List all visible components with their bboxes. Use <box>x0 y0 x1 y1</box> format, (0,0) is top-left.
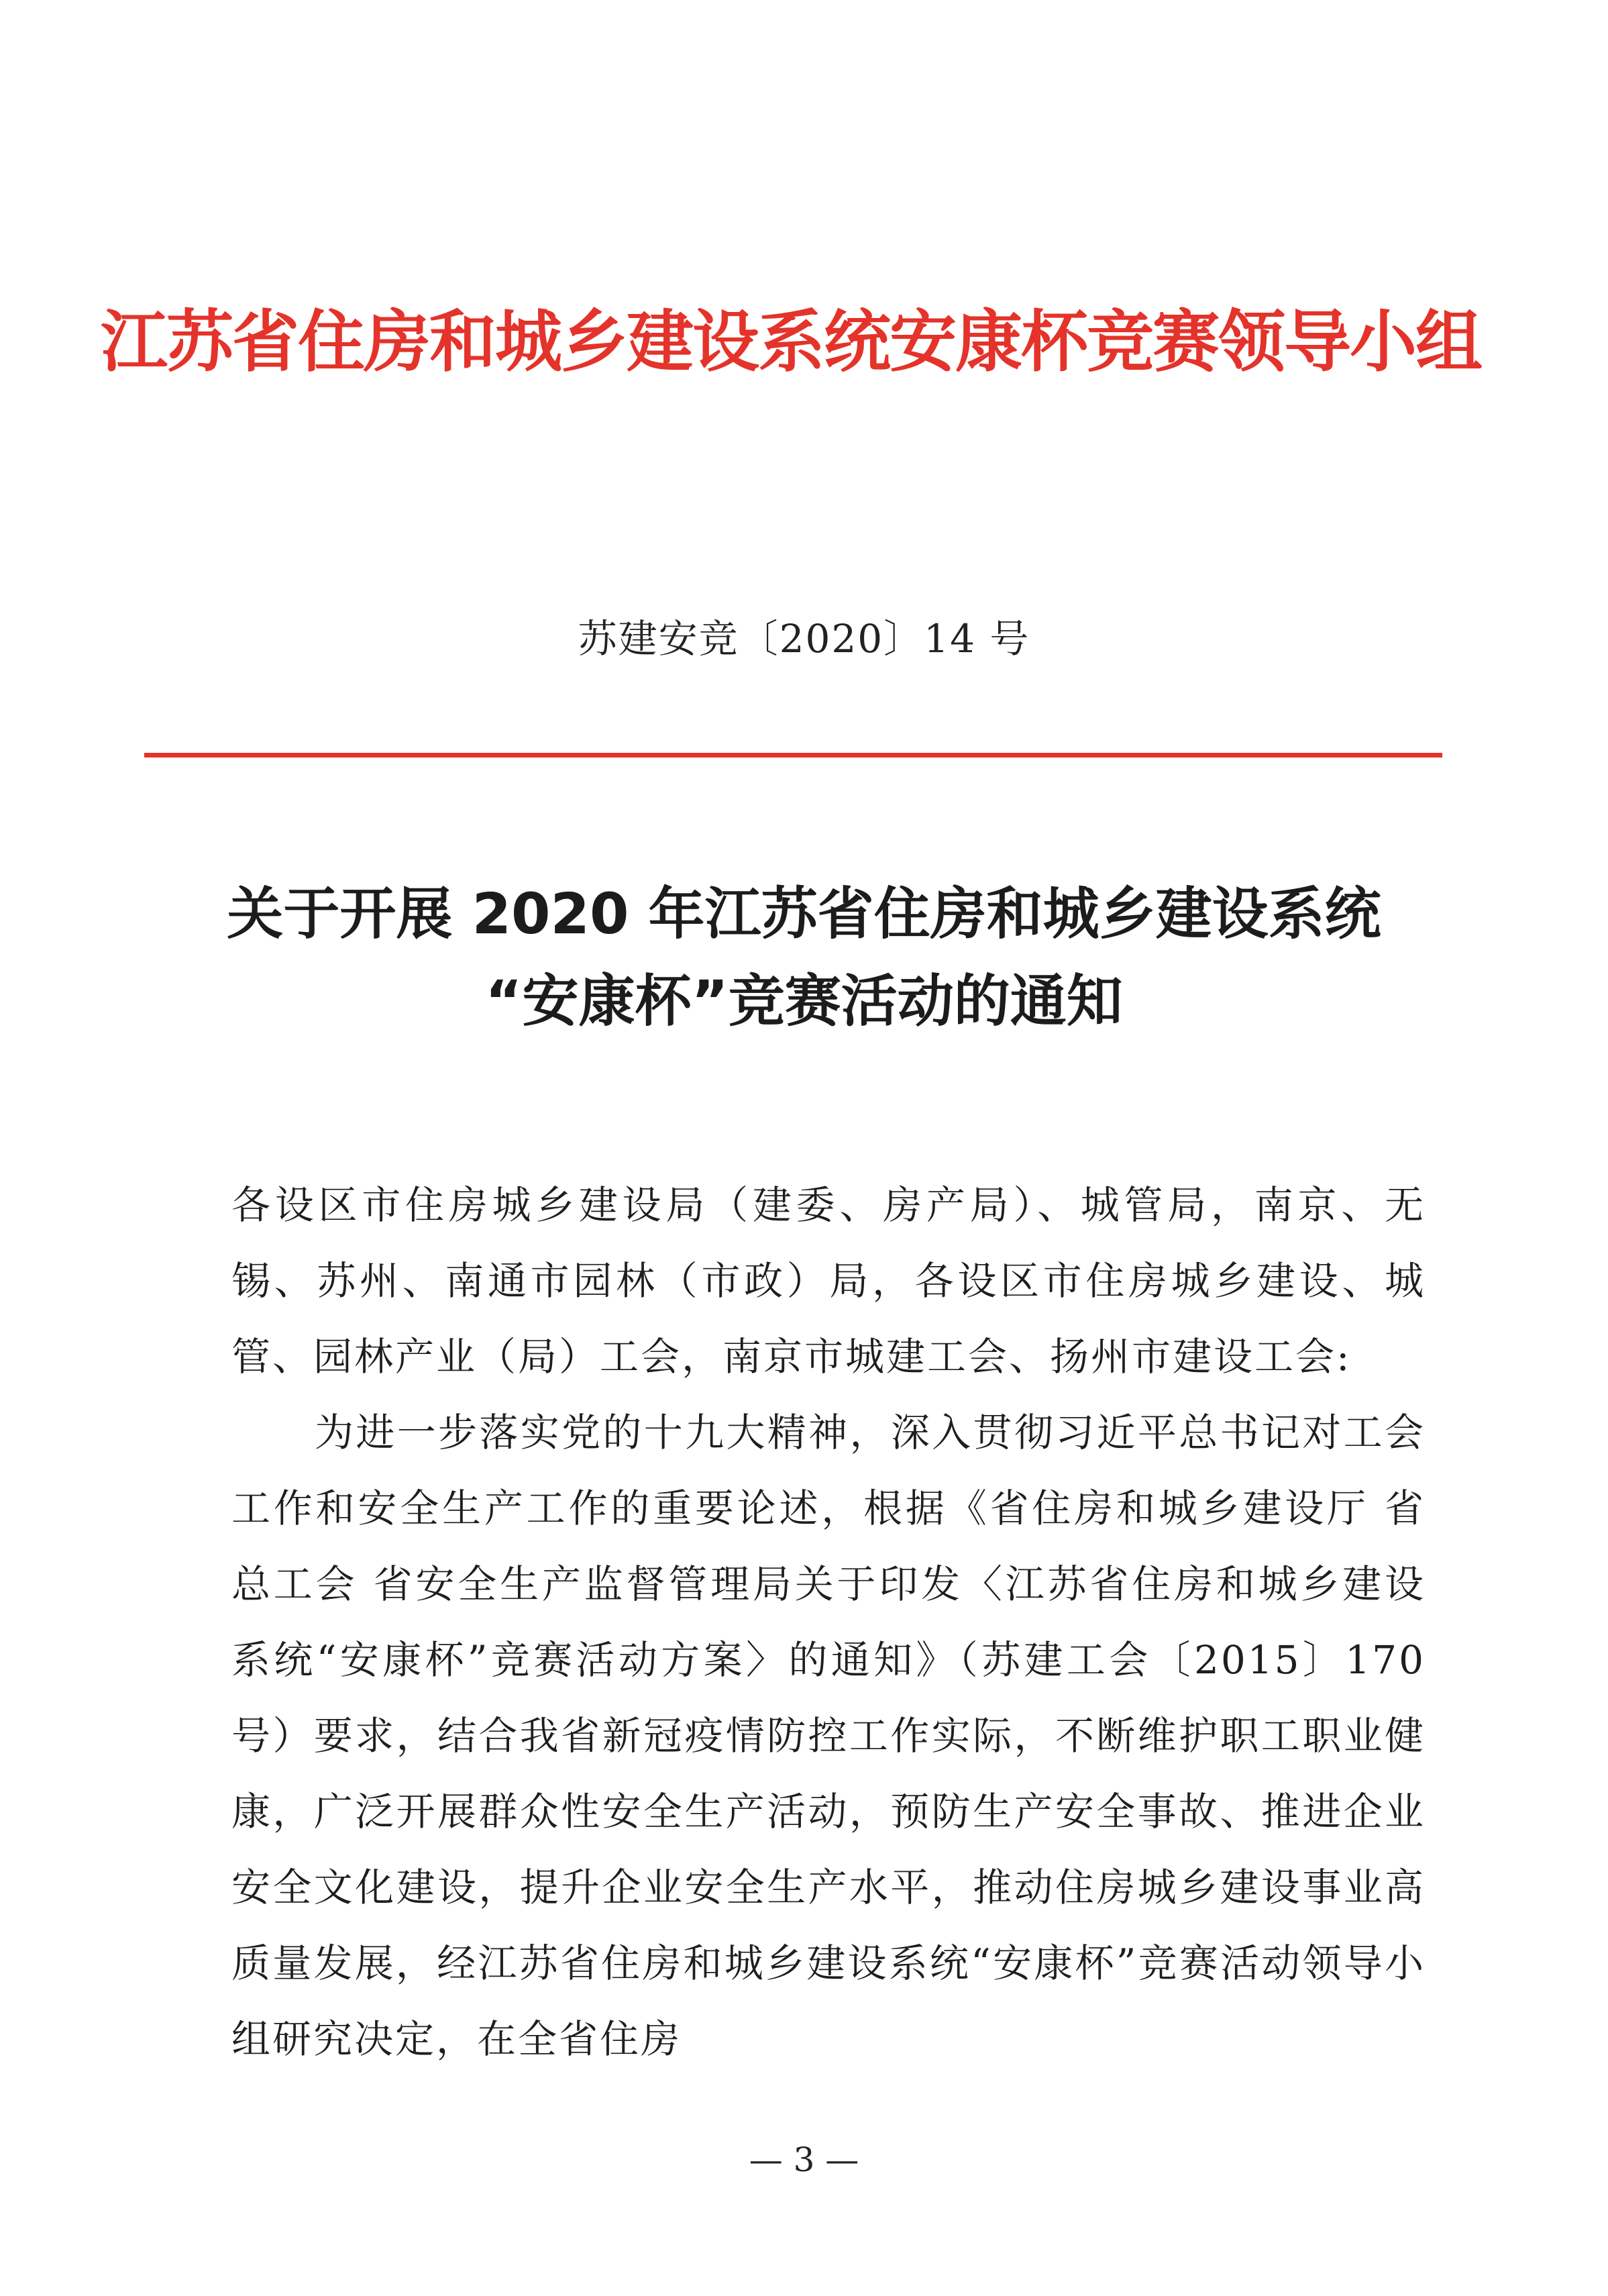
body-paragraph: 为进一步落实党的十九大精神，深入贯彻习近平总书记对工会工作和安全生产工作的重要论述，根据《省住房和城乡建设厅 省总工会 省安全生产监督管理局关于印发〈江苏省住房和城乡建设系统“安康杯”竞赛活动方案〉的通知》（苏建工会〔2015〕170 号）要求，结合我省新冠疫情防控工作实际，不断维护职工职业健康，广泛开展群众性安全生产活动，预防生产安全事故、推进企业安全文化建设，提升企业安全生产水平，推动住房城乡建设事业高质量发展，经江苏省住房和城乡建设系统“安康杯”竞赛活动领导小组研究决定，在全省住房 <box>231 1410 1426 2062</box>
recipients-paragraph: 各设区市住房城乡建设局（建委、房产局）、城管局，南京、无锡、苏州、南通市园林（市政）局，各设区市住房城乡建设、城管、园林产业（局）工会，南京市城建工会、扬州市建设工会: <box>231 1182 1426 1379</box>
document-body <box>231 1167 1426 2077</box>
document-title-line-2: “安康杯”竞赛活动的通知 <box>485 968 1123 1034</box>
issuing-organization-header: 江苏省住房和城乡建设系统安康杯竞赛领导小组 <box>101 303 1481 381</box>
document-number: 苏建安竞〔2020〕14 号 <box>578 616 1030 662</box>
red-separator-line <box>144 753 1442 758</box>
page-number: — 3 — <box>749 2140 859 2179</box>
document-title-line-1: 关于开展 2020 年江苏省住房和城乡建设系统 <box>227 881 1381 947</box>
